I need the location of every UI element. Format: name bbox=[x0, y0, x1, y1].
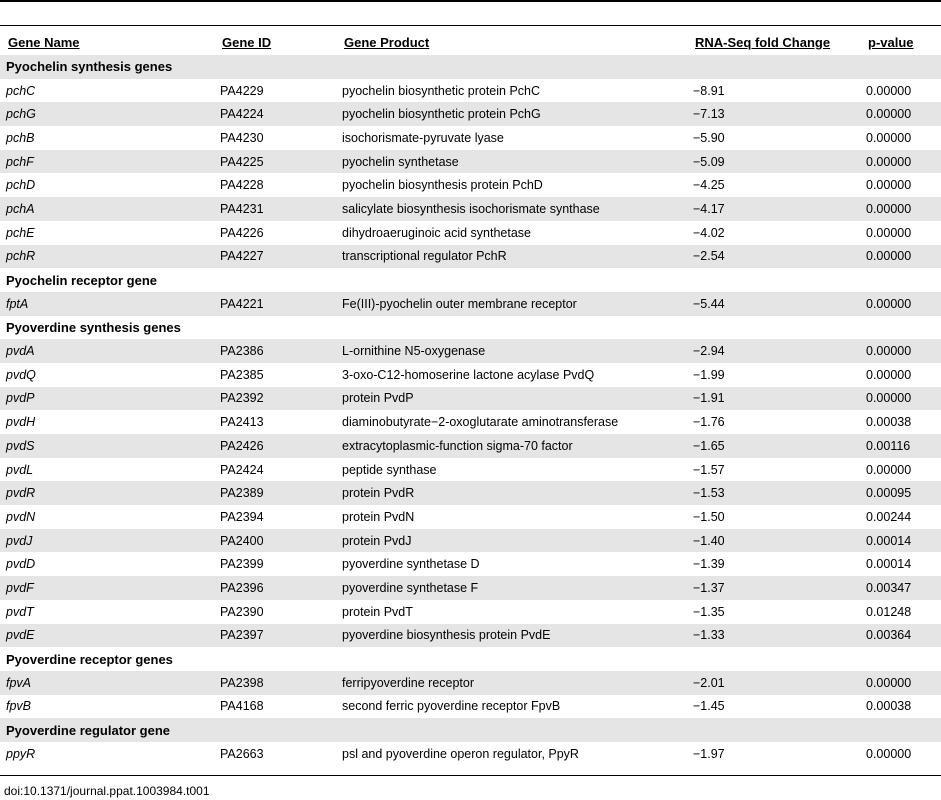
table-row bbox=[0, 245, 941, 269]
gene-name-cell: ppyR bbox=[6, 746, 36, 761]
gene-product-cell: protein PvdJ bbox=[336, 529, 687, 553]
gene-product-cell: L-ornithine N5-oxygenase bbox=[336, 339, 687, 363]
fold-change-cell: −1.33 bbox=[687, 624, 860, 648]
gene-name-cell: pchD bbox=[6, 178, 36, 193]
gene-id-cell: PA2400 bbox=[214, 529, 336, 553]
p-value-cell: 0.00000 bbox=[860, 671, 941, 695]
fold-change-cell: −1.76 bbox=[693, 415, 725, 430]
gene-id-cell: PA4231 bbox=[214, 197, 336, 221]
table-row bbox=[0, 387, 941, 411]
gene-id-cell: PA2385 bbox=[220, 367, 264, 382]
section-title: Pyoverdine receptor genes bbox=[6, 651, 173, 667]
section-row bbox=[0, 55, 941, 79]
column-header-gene-id: Gene ID bbox=[222, 34, 272, 50]
section-row bbox=[0, 647, 941, 671]
table-row bbox=[0, 410, 941, 434]
p-value-cell: 0.00000 bbox=[866, 130, 912, 145]
gene-name-cell: pchG bbox=[0, 102, 214, 126]
table-row bbox=[0, 150, 941, 174]
gene-id-cell: PA4168 bbox=[220, 699, 264, 714]
p-value-cell: 0.00095 bbox=[860, 481, 941, 505]
fold-change-cell: −8.91 bbox=[693, 83, 725, 98]
gene-id-cell: PA2386 bbox=[214, 339, 336, 363]
fold-change-cell: −5.90 bbox=[693, 130, 725, 145]
gene-product-cell: transcriptional regulator PchR bbox=[336, 245, 687, 269]
gene-name-cell: pvdF bbox=[0, 576, 214, 600]
table-row bbox=[0, 79, 941, 103]
gene-name-cell: fptA bbox=[0, 292, 214, 316]
section-title: Pyoverdine regulator gene bbox=[0, 718, 941, 742]
gene-name-cell: pchB bbox=[6, 130, 35, 145]
table-row bbox=[0, 197, 941, 221]
table-row bbox=[0, 339, 941, 363]
gene-name-cell: fpvA bbox=[0, 671, 214, 695]
gene-id-cell: PA4227 bbox=[214, 245, 336, 269]
fold-change-cell: −1.53 bbox=[687, 481, 860, 505]
gene-product-cell: isochorismate-pyruvate lyase bbox=[342, 130, 504, 145]
table-row bbox=[0, 434, 941, 458]
column-header-gene-name: Gene Name bbox=[8, 34, 80, 50]
gene-id-cell: PA2413 bbox=[220, 415, 264, 430]
section-title: Pyochelin receptor gene bbox=[6, 272, 157, 288]
fold-change-cell: −1.97 bbox=[693, 746, 725, 761]
p-value-cell: 0.00347 bbox=[860, 576, 941, 600]
table-row bbox=[0, 363, 941, 387]
table-row bbox=[0, 481, 941, 505]
p-value-cell: 0.00000 bbox=[860, 387, 941, 411]
table-row bbox=[0, 742, 941, 766]
gene-name-cell: pchE bbox=[6, 225, 35, 240]
gene-name-cell: pvdD bbox=[6, 557, 36, 572]
section-row bbox=[0, 268, 941, 292]
gene-product-cell: protein PvdP bbox=[336, 387, 687, 411]
table-row bbox=[0, 102, 941, 126]
gene-name-cell: pvdL bbox=[6, 462, 34, 477]
table-row bbox=[0, 552, 941, 576]
table-row bbox=[0, 173, 941, 197]
table-row bbox=[0, 126, 941, 150]
gene-product-cell: pyochelin biosynthetic protein PchG bbox=[336, 102, 687, 126]
p-value-cell: 0.00000 bbox=[866, 83, 912, 98]
gene-id-cell: PA4230 bbox=[220, 130, 264, 145]
gene-id-cell: PA2396 bbox=[214, 576, 336, 600]
gene-id-cell: PA2426 bbox=[214, 434, 336, 458]
gene-name-cell: pchR bbox=[0, 245, 214, 269]
gene-name-cell: pvdN bbox=[6, 509, 36, 524]
fold-change-cell: −1.57 bbox=[693, 462, 725, 477]
gene-name-cell: pvdQ bbox=[6, 367, 36, 382]
gene-id-cell: PA2390 bbox=[220, 604, 264, 619]
table-row bbox=[0, 624, 941, 648]
gene-product-cell: ferripyoverdine receptor bbox=[336, 671, 687, 695]
table-row bbox=[0, 292, 941, 316]
gene-product-cell: pyoverdine synthetase D bbox=[342, 557, 480, 572]
p-value-cell: 0.00000 bbox=[866, 225, 912, 240]
gene-name-cell: pvdE bbox=[0, 624, 214, 648]
fold-change-cell: −1.91 bbox=[687, 387, 860, 411]
fold-change-cell: −2.54 bbox=[687, 245, 860, 269]
table-row bbox=[0, 600, 941, 624]
fold-change-cell: −1.65 bbox=[687, 434, 860, 458]
gene-id-cell: PA4228 bbox=[220, 178, 264, 193]
p-value-cell: 0.00000 bbox=[860, 339, 941, 363]
gene-product-cell: extracytoplasmic-function sigma-70 factor bbox=[336, 434, 687, 458]
fold-change-cell: −1.45 bbox=[693, 699, 725, 714]
fold-change-cell: −1.35 bbox=[693, 604, 725, 619]
top-rule bbox=[0, 0, 941, 2]
table-row bbox=[0, 505, 941, 529]
gene-product-cell: protein PvdR bbox=[336, 481, 687, 505]
gene-id-cell: PA2424 bbox=[220, 462, 264, 477]
gene-product-cell: pyochelin biosynthetic protein PchC bbox=[342, 83, 541, 98]
gene-product-cell: pyoverdine biosynthesis protein PvdE bbox=[336, 624, 687, 648]
gene-id-cell: PA2392 bbox=[214, 387, 336, 411]
bottom-rule bbox=[0, 775, 941, 776]
p-value-cell: 0.00000 bbox=[860, 292, 941, 316]
gene-id-cell: PA4229 bbox=[220, 83, 264, 98]
p-value-cell: 0.00000 bbox=[860, 150, 941, 174]
p-value-cell: 0.00014 bbox=[866, 557, 912, 572]
gene-product-cell: diaminobutyrate−2-oxoglutarate aminotransferase bbox=[342, 415, 619, 430]
gene-product-cell: salicylate biosynthesis isochorismate synthase bbox=[336, 197, 687, 221]
gene-name-cell: pvdT bbox=[6, 604, 34, 619]
table-row bbox=[0, 221, 941, 245]
table-row bbox=[0, 695, 941, 719]
gene-id-cell: PA2397 bbox=[214, 624, 336, 648]
gene-name-cell: pvdA bbox=[0, 339, 214, 363]
table-header-row bbox=[0, 29, 941, 55]
gene-product-cell: pyoverdine synthetase F bbox=[336, 576, 687, 600]
gene-name-cell: pchA bbox=[0, 197, 214, 221]
gene-table bbox=[0, 29, 941, 766]
p-value-cell: 0.00000 bbox=[866, 462, 912, 477]
table-body bbox=[0, 55, 941, 766]
p-value-cell: 0.00000 bbox=[860, 102, 941, 126]
gene-name-cell: pchC bbox=[6, 83, 36, 98]
section-title: Pyochelin synthesis genes bbox=[0, 55, 941, 79]
column-header-gene-product: Gene Product bbox=[344, 34, 430, 50]
table-row bbox=[0, 529, 941, 553]
p-value-cell: 0.01248 bbox=[866, 604, 912, 619]
gene-name-cell: fpvB bbox=[6, 699, 32, 714]
gene-product-cell: dihydroaeruginoic acid synthetase bbox=[342, 225, 532, 240]
gene-id-cell: PA4225 bbox=[214, 150, 336, 174]
table-row bbox=[0, 576, 941, 600]
gene-name-cell: pvdP bbox=[0, 387, 214, 411]
p-value-cell: 0.00038 bbox=[866, 415, 912, 430]
p-value-cell: 0.00014 bbox=[860, 529, 941, 553]
gene-product-cell: 3-oxo-C12-homoserine lactone acylase PvdQ bbox=[342, 367, 595, 382]
p-value-cell: 0.00000 bbox=[860, 245, 941, 269]
p-value-cell: 0.00000 bbox=[866, 367, 912, 382]
gene-name-cell: pvdS bbox=[0, 434, 214, 458]
fold-change-cell: −1.39 bbox=[693, 557, 725, 572]
fold-change-cell: −1.37 bbox=[687, 576, 860, 600]
gene-id-cell: PA2389 bbox=[214, 481, 336, 505]
gene-id-cell: PA2394 bbox=[220, 509, 264, 524]
section-row bbox=[0, 316, 941, 340]
fold-change-cell: −7.13 bbox=[687, 102, 860, 126]
gene-product-cell: pyochelin biosynthesis protein PchD bbox=[342, 178, 543, 193]
p-value-cell: 0.00000 bbox=[866, 178, 912, 193]
table-row bbox=[0, 458, 941, 482]
p-value-cell: 0.00000 bbox=[860, 197, 941, 221]
gene-id-cell: PA4221 bbox=[214, 292, 336, 316]
gene-id-cell: PA4224 bbox=[214, 102, 336, 126]
doi-footnote: doi:10.1371/journal.ppat.1003984.t001 bbox=[4, 784, 210, 798]
fold-change-cell: −2.01 bbox=[687, 671, 860, 695]
section-row bbox=[0, 718, 941, 742]
header-rule bbox=[0, 25, 941, 26]
p-value-cell: 0.00038 bbox=[866, 699, 912, 714]
column-header-p-value: p-value bbox=[868, 34, 914, 50]
fold-change-cell: −5.44 bbox=[687, 292, 860, 316]
gene-product-cell: protein PvdT bbox=[342, 604, 413, 619]
fold-change-cell: −1.50 bbox=[693, 509, 725, 524]
table-row bbox=[0, 671, 941, 695]
gene-id-cell: PA2399 bbox=[220, 557, 264, 572]
gene-name-cell: pvdJ bbox=[0, 529, 214, 553]
gene-product-cell: pyochelin synthetase bbox=[336, 150, 687, 174]
column-header-fold-change: RNA-Seq fold Change bbox=[695, 34, 831, 50]
gene-product-cell: protein PvdN bbox=[342, 509, 415, 524]
section-title: Pyoverdine synthesis genes bbox=[6, 319, 181, 335]
gene-name-cell: pvdH bbox=[6, 415, 36, 430]
gene-id-cell: PA2398 bbox=[214, 671, 336, 695]
fold-change-cell: −1.40 bbox=[687, 529, 860, 553]
gene-product-cell: peptide synthase bbox=[342, 462, 437, 477]
p-value-cell: 0.00116 bbox=[860, 434, 941, 458]
fold-change-cell: −4.17 bbox=[687, 197, 860, 221]
gene-name-cell: pvdR bbox=[0, 481, 214, 505]
fold-change-cell: −1.99 bbox=[693, 367, 725, 382]
gene-id-cell: PA2663 bbox=[220, 746, 264, 761]
p-value-cell: 0.00000 bbox=[866, 746, 912, 761]
fold-change-cell: −5.09 bbox=[687, 150, 860, 174]
gene-product-cell: psl and pyoverdine operon regulator, PpyR bbox=[342, 746, 579, 761]
p-value-cell: 0.00244 bbox=[866, 509, 912, 524]
gene-product-cell: Fe(III)-pyochelin outer membrane receptor bbox=[336, 292, 687, 316]
gene-product-cell: second ferric pyoverdine receptor FpvB bbox=[342, 699, 561, 714]
gene-id-cell: PA4226 bbox=[220, 225, 264, 240]
gene-name-cell: pchF bbox=[0, 150, 214, 174]
fold-change-cell: −2.94 bbox=[687, 339, 860, 363]
fold-change-cell: −4.25 bbox=[693, 178, 725, 193]
p-value-cell: 0.00364 bbox=[860, 624, 941, 648]
fold-change-cell: −4.02 bbox=[693, 225, 725, 240]
